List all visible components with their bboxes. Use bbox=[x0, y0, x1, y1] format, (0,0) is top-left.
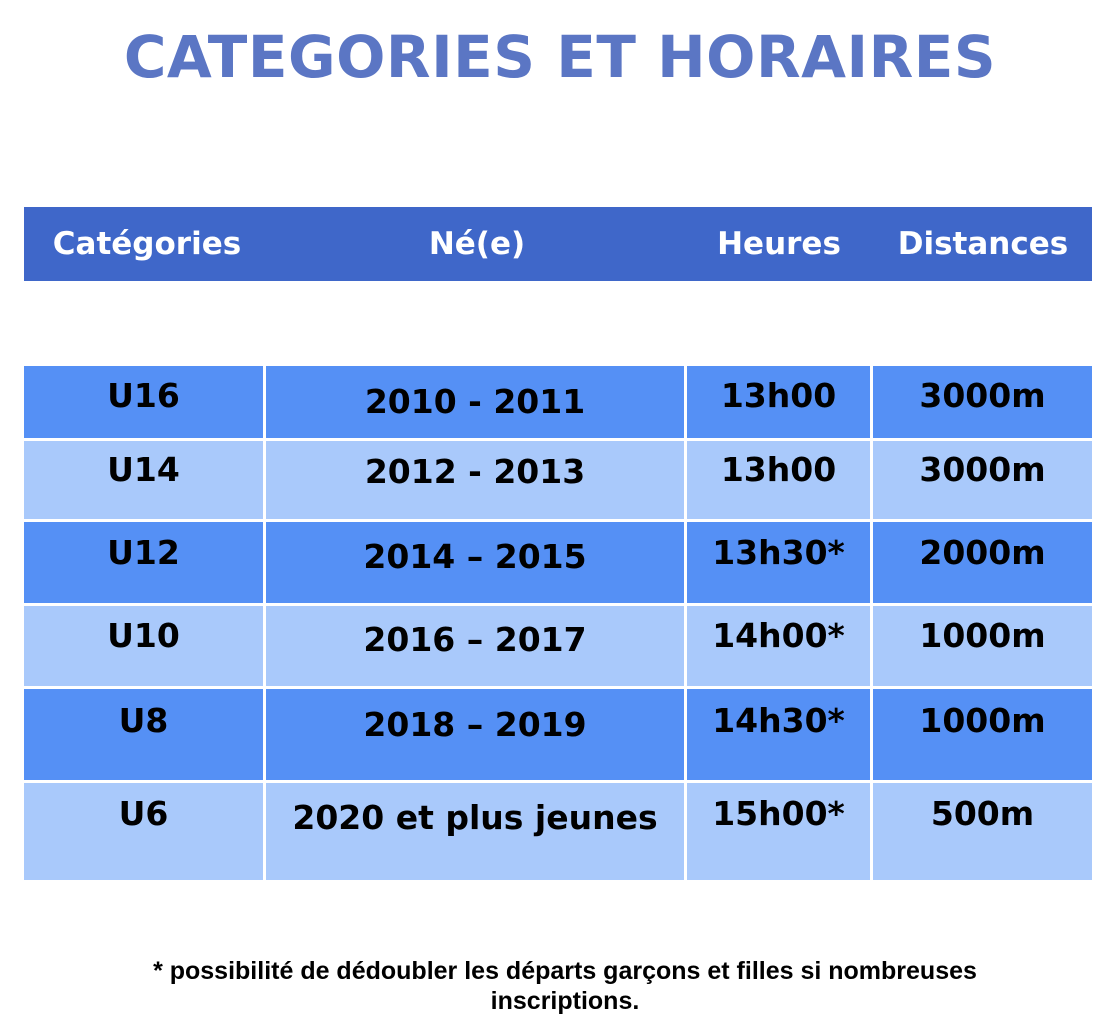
table-row bbox=[24, 606, 1092, 686]
born-cell bbox=[266, 522, 684, 603]
time-text: 15h00* bbox=[712, 794, 845, 833]
distance-text: 2000m bbox=[919, 533, 1046, 572]
category-text: U6 bbox=[118, 794, 169, 833]
header-categories: Catégories bbox=[52, 226, 242, 262]
table-row bbox=[24, 441, 1092, 519]
time-cell bbox=[687, 783, 870, 880]
distance-text: 3000m bbox=[919, 450, 1046, 489]
header-times: Heures bbox=[717, 226, 841, 262]
distance-cell bbox=[873, 366, 1092, 438]
time-cell bbox=[687, 606, 870, 686]
table-row bbox=[24, 783, 1092, 880]
distance-text: 3000m bbox=[919, 376, 1046, 415]
born-text: 2020 et plus jeunes bbox=[292, 798, 658, 837]
distance-cell bbox=[873, 606, 1092, 686]
category-cell bbox=[24, 606, 263, 686]
category-text: U10 bbox=[107, 616, 180, 655]
born-text: 2018 – 2019 bbox=[363, 705, 587, 744]
born-cell bbox=[266, 606, 684, 686]
table-row bbox=[24, 522, 1092, 603]
category-text: U14 bbox=[107, 450, 180, 489]
time-text: 13h00 bbox=[720, 450, 837, 489]
table-row bbox=[24, 689, 1092, 780]
category-cell bbox=[24, 689, 263, 780]
header-distances: Distances bbox=[897, 226, 1069, 262]
born-cell bbox=[266, 441, 684, 519]
category-text: U16 bbox=[107, 376, 180, 415]
born-text: 2012 - 2013 bbox=[364, 452, 586, 491]
distance-cell bbox=[873, 783, 1092, 880]
page-title: CATEGORIES ET HORAIRES bbox=[123, 23, 997, 91]
born-text: 2016 – 2017 bbox=[363, 620, 587, 659]
category-cell bbox=[24, 366, 263, 438]
category-cell bbox=[24, 783, 263, 880]
category-cell bbox=[24, 441, 263, 519]
distance-cell bbox=[873, 689, 1092, 780]
category-text: U12 bbox=[107, 533, 180, 572]
footnote-line: inscriptions. bbox=[490, 987, 640, 1015]
distance-cell bbox=[873, 522, 1092, 603]
distance-text: 500m bbox=[930, 794, 1035, 833]
born-cell bbox=[266, 689, 684, 780]
category-cell bbox=[24, 522, 263, 603]
distance-text: 1000m bbox=[919, 701, 1046, 740]
table-header bbox=[24, 207, 1092, 281]
footnote-line: * possibilité de dédoubler les départs garçons et filles si nombreuses bbox=[153, 957, 977, 985]
born-text: 2014 – 2015 bbox=[363, 537, 587, 576]
distance-text: 1000m bbox=[919, 616, 1046, 655]
time-cell bbox=[687, 689, 870, 780]
footnote bbox=[0, 956, 1100, 1016]
time-cell bbox=[687, 522, 870, 603]
header-born: Né(e) bbox=[428, 226, 526, 262]
distance-cell bbox=[873, 441, 1092, 519]
time-cell bbox=[687, 441, 870, 519]
category-text: U8 bbox=[118, 701, 169, 740]
table-row bbox=[24, 366, 1092, 438]
born-cell bbox=[266, 366, 684, 438]
time-text: 14h30* bbox=[712, 701, 845, 740]
time-text: 13h00 bbox=[720, 376, 837, 415]
born-text: 2010 - 2011 bbox=[364, 382, 586, 421]
time-text: 14h00* bbox=[712, 616, 845, 655]
schedule-table bbox=[24, 366, 1092, 880]
time-cell bbox=[687, 366, 870, 438]
born-cell bbox=[266, 783, 684, 880]
time-text: 13h30* bbox=[712, 533, 845, 572]
